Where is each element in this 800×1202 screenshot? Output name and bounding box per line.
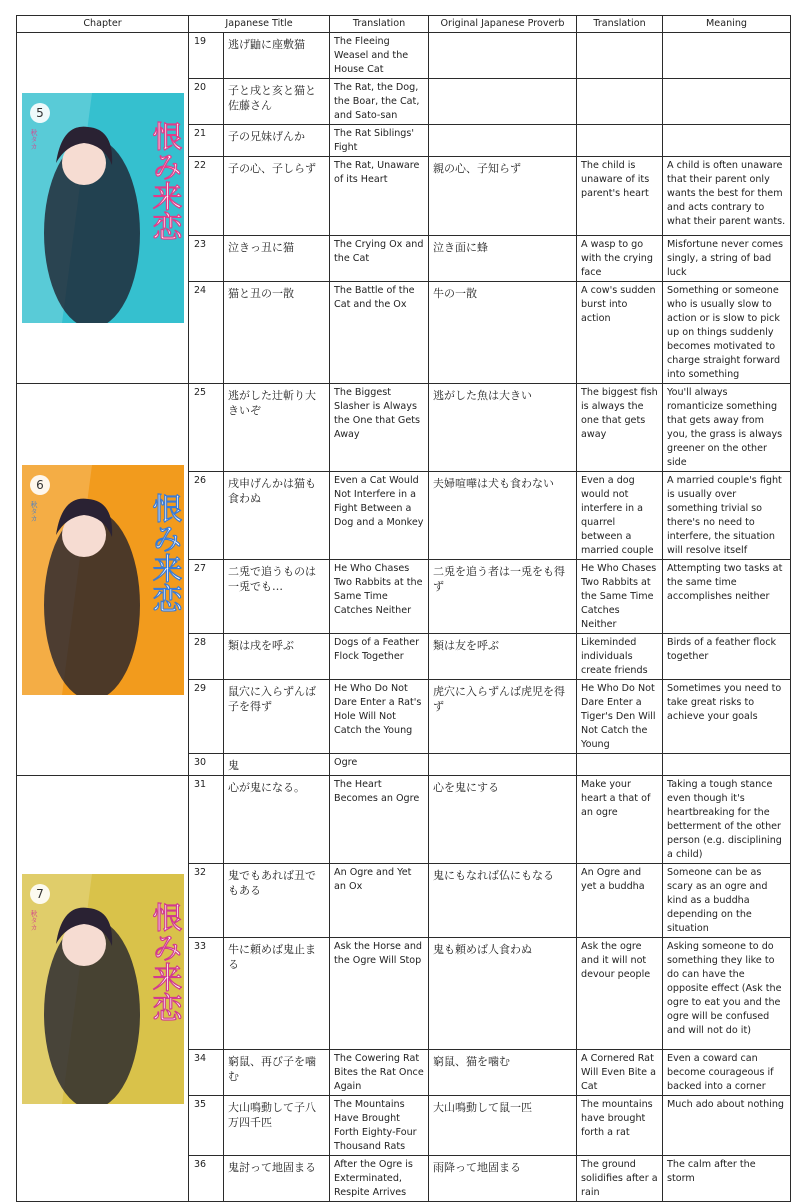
title-translation: The Rat Siblings' Fight bbox=[330, 125, 429, 157]
original-proverb: 親の心、子知らず bbox=[429, 157, 577, 236]
japanese-title: 子の兄妹げんか bbox=[224, 125, 330, 157]
title-translation: He Who Do Not Dare Enter a Rat's Hole Will Not Catch the Young bbox=[330, 680, 429, 754]
volume-cover-cell bbox=[17, 33, 189, 384]
proverb-translation: The child is unaware of its parent's heart bbox=[577, 157, 663, 236]
chapter-number: 31 bbox=[189, 776, 224, 864]
chapter-number: 20 bbox=[189, 79, 224, 125]
japanese-title: 鼠穴に入らずんば子を得ず bbox=[224, 680, 330, 754]
proverb-meaning: You'll always romanticize something that gets away from you, the grass is always greener on the other side bbox=[663, 384, 791, 472]
title-translation: An Ogre and Yet an Ox bbox=[330, 864, 429, 938]
original-proverb: 窮鼠、猫を噛む bbox=[429, 1050, 577, 1096]
proverb-translation: Even a dog would not interfere in a quarrel between a married couple bbox=[577, 472, 663, 560]
japanese-title: 鬼討って地固まる bbox=[224, 1156, 330, 1202]
proverb-meaning: Birds of a feather flock together bbox=[663, 634, 791, 680]
japanese-title: 逃げ鼬に座敷猫 bbox=[224, 33, 330, 79]
proverb-meaning: Sometimes you need to take great risks to achieve your goals bbox=[663, 680, 791, 754]
chapter-number: 26 bbox=[189, 472, 224, 560]
original-proverb bbox=[429, 754, 577, 776]
title-translation: The Mountains Have Brought Forth Eighty-Four Thousand Rats bbox=[330, 1096, 429, 1156]
original-proverb bbox=[429, 33, 577, 79]
proverb-meaning: Even a coward can become courageous if backed into a corner bbox=[663, 1050, 791, 1096]
volume-number: 5 bbox=[35, 106, 44, 120]
proverb-meaning: A married couple's fight is usually over something trivial so there's no need to interfere, the situation will resolve itself bbox=[663, 472, 791, 560]
original-proverb: 虎穴に入らずんば虎児を得ず bbox=[429, 680, 577, 754]
chapter-number: 35 bbox=[189, 1096, 224, 1156]
proverb-translation: He Who Chases Two Rabbits at the Same Time Catches Neither bbox=[577, 560, 663, 634]
japanese-title: 二兎で追うものは一兎でも… bbox=[224, 560, 330, 634]
japanese-title: 戌申げんかは猫も食わぬ bbox=[224, 472, 330, 560]
proverb-translation: The mountains have brought forth a rat bbox=[577, 1096, 663, 1156]
cover-author: 秋タカ bbox=[29, 909, 38, 931]
chapter-number: 22 bbox=[189, 157, 224, 236]
proverb-translation bbox=[577, 33, 663, 79]
title-translation: The Heart Becomes an Ogre bbox=[330, 776, 429, 864]
cover-title-kanji: 恨み来恋 bbox=[146, 121, 181, 241]
proverb-translation: Ask the ogre and it will not devour people bbox=[577, 938, 663, 1050]
chapter-number: 27 bbox=[189, 560, 224, 634]
japanese-title: 子の心、子しらず bbox=[224, 157, 330, 236]
volume-cover-cell bbox=[17, 384, 189, 776]
proverb-translation: A wasp to go with the crying face bbox=[577, 236, 663, 282]
chapter-number: 21 bbox=[189, 125, 224, 157]
proverb-meaning bbox=[663, 125, 791, 157]
proverb-meaning bbox=[663, 33, 791, 79]
title-translation: After the Ogre is Exterminated, Respite Arrives bbox=[330, 1156, 429, 1202]
chapter-number: 24 bbox=[189, 282, 224, 384]
proverb-translation: Likeminded individuals create friends bbox=[577, 634, 663, 680]
chapter-number: 33 bbox=[189, 938, 224, 1050]
chapter-number: 23 bbox=[189, 236, 224, 282]
cover-title-kanji: 恨み来恋 bbox=[146, 492, 181, 613]
proverb-translation: He Who Do Not Dare Enter a Tiger's Den Will Not Catch the Young bbox=[577, 680, 663, 754]
original-proverb: 逃がした魚は大きい bbox=[429, 384, 577, 472]
cover-author: 秋タカ bbox=[29, 500, 38, 522]
proverb-translation bbox=[577, 754, 663, 776]
title-translation: Dogs of a Feather Flock Together bbox=[330, 634, 429, 680]
cover-title-kanji: 恨み来恋 bbox=[146, 901, 181, 1022]
proverb-meaning bbox=[663, 79, 791, 125]
chapter-number: 28 bbox=[189, 634, 224, 680]
japanese-title: 牛に頼めば鬼止まる bbox=[224, 938, 330, 1050]
chapter-number: 30 bbox=[189, 754, 224, 776]
original-proverb bbox=[429, 125, 577, 157]
original-proverb: 夫婦喧嘩は犬も食わない bbox=[429, 472, 577, 560]
original-proverb: 鬼にもなれば仏にもなる bbox=[429, 864, 577, 938]
chapter-number: 25 bbox=[189, 384, 224, 472]
proverb-meaning: Misfortune never comes singly, a string of bad luck bbox=[663, 236, 791, 282]
japanese-title: 大山鳴動して子八万四千匹 bbox=[224, 1096, 330, 1156]
chapter-number: 29 bbox=[189, 680, 224, 754]
original-proverb: 牛の一散 bbox=[429, 282, 577, 384]
japanese-title: 鬼 bbox=[224, 754, 330, 776]
proverb-meaning: Attempting two tasks at the same time accomplishes neither bbox=[663, 560, 791, 634]
title-translation: The Cowering Rat Bites the Rat Once Again bbox=[330, 1050, 429, 1096]
chapter-row bbox=[17, 33, 791, 79]
proverb-meaning: Something or someone who is usually slow to action or is slow to pick up on things suddenly becomes motivated to charge straight forward into something bbox=[663, 282, 791, 384]
volume-cover-art bbox=[22, 465, 184, 695]
header-japanese-title: Japanese Title bbox=[189, 16, 330, 33]
title-translation: The Fleeing Weasel and the House Cat bbox=[330, 33, 429, 79]
japanese-title: 逃がした辻斬り大きいぞ bbox=[224, 384, 330, 472]
volume-cover-art bbox=[22, 874, 184, 1104]
original-proverb: 大山鳴動して鼠一匹 bbox=[429, 1096, 577, 1156]
header-proverb: Original Japanese Proverb bbox=[429, 16, 577, 33]
proverb-translation: An Ogre and yet a buddha bbox=[577, 864, 663, 938]
title-translation: The Battle of the Cat and the Ox bbox=[330, 282, 429, 384]
japanese-title: 心が鬼になる。 bbox=[224, 776, 330, 864]
title-translation: Even a Cat Would Not Interfere in a Fight Between a Dog and a Monkey bbox=[330, 472, 429, 560]
proverb-translation: A cow's sudden burst into action bbox=[577, 282, 663, 384]
proverb-meaning bbox=[663, 754, 791, 776]
proverb-translation: A Cornered Rat Will Even Bite a Cat bbox=[577, 1050, 663, 1096]
original-proverb: 二兎を追う者は一兎をも得ず bbox=[429, 560, 577, 634]
volume-number: 6 bbox=[35, 477, 44, 492]
proverb-table bbox=[16, 15, 791, 1202]
cover-author: 秋タカ bbox=[29, 129, 38, 150]
original-proverb: 類は友を呼ぶ bbox=[429, 634, 577, 680]
proverb-translation: The ground solidifies after a rain bbox=[577, 1156, 663, 1202]
title-translation: The Crying Ox and the Cat bbox=[330, 236, 429, 282]
japanese-title: 泣きっ丑に猫 bbox=[224, 236, 330, 282]
proverb-meaning: Asking someone to do something they like to do can have the opposite effect (Ask the ogre to eat you and the ogre will be confused and will not do it) bbox=[663, 938, 791, 1050]
header-chapter: Chapter bbox=[17, 16, 189, 33]
chapter-row bbox=[17, 776, 791, 864]
volume-cover-art bbox=[22, 93, 184, 323]
title-translation: He Who Chases Two Rabbits at the Same Time Catches Neither bbox=[330, 560, 429, 634]
japanese-title: 鬼でもあれば丑でもある bbox=[224, 864, 330, 938]
proverb-table-container bbox=[16, 15, 790, 1202]
proverb-meaning: The calm after the storm bbox=[663, 1156, 791, 1202]
original-proverb bbox=[429, 79, 577, 125]
japanese-title: 猫と丑の一散 bbox=[224, 282, 330, 384]
original-proverb: 雨降って地固まる bbox=[429, 1156, 577, 1202]
title-translation: The Rat, Unaware of its Heart bbox=[330, 157, 429, 236]
chapter-number: 34 bbox=[189, 1050, 224, 1096]
title-translation: The Rat, the Dog, the Boar, the Cat, and Sato-san bbox=[330, 79, 429, 125]
japanese-title: 窮鼠、再び子を噛む bbox=[224, 1050, 330, 1096]
title-translation: The Biggest Slasher is Always the One that Gets Away bbox=[330, 384, 429, 472]
proverb-meaning: A child is often unaware that their parent only wants the best for them and acts contrary to what their parent wants. bbox=[663, 157, 791, 236]
chapter-row bbox=[17, 384, 791, 472]
header-row bbox=[17, 16, 791, 33]
title-translation: Ask the Horse and the Ogre Will Stop bbox=[330, 938, 429, 1050]
proverb-translation: The biggest fish is always the one that gets away bbox=[577, 384, 663, 472]
proverb-meaning: Someone can be as scary as an ogre and kind as a buddha depending on the situation bbox=[663, 864, 791, 938]
chapter-number: 32 bbox=[189, 864, 224, 938]
original-proverb: 鬼も頼めば人食わぬ bbox=[429, 938, 577, 1050]
original-proverb: 泣き面に蜂 bbox=[429, 236, 577, 282]
proverb-meaning: Taking a tough stance even though it's heartbreaking for the betterment of the other person (e.g. disciplining a child) bbox=[663, 776, 791, 864]
header-translation: Translation bbox=[330, 16, 429, 33]
header-proverb-translation: Translation bbox=[577, 16, 663, 33]
header-meaning: Meaning bbox=[663, 16, 791, 33]
chapter-number: 19 bbox=[189, 33, 224, 79]
volume-number: 7 bbox=[35, 886, 44, 901]
japanese-title: 類は戌を呼ぶ bbox=[224, 634, 330, 680]
original-proverb: 心を鬼にする bbox=[429, 776, 577, 864]
chapter-number: 36 bbox=[189, 1156, 224, 1202]
proverb-translation bbox=[577, 125, 663, 157]
proverb-translation bbox=[577, 79, 663, 125]
proverb-translation: Make your heart a that of an ogre bbox=[577, 776, 663, 864]
japanese-title: 子と戌と亥と猫と佐藤さん bbox=[224, 79, 330, 125]
proverb-meaning: Much ado about nothing bbox=[663, 1096, 791, 1156]
title-translation: Ogre bbox=[330, 754, 429, 776]
